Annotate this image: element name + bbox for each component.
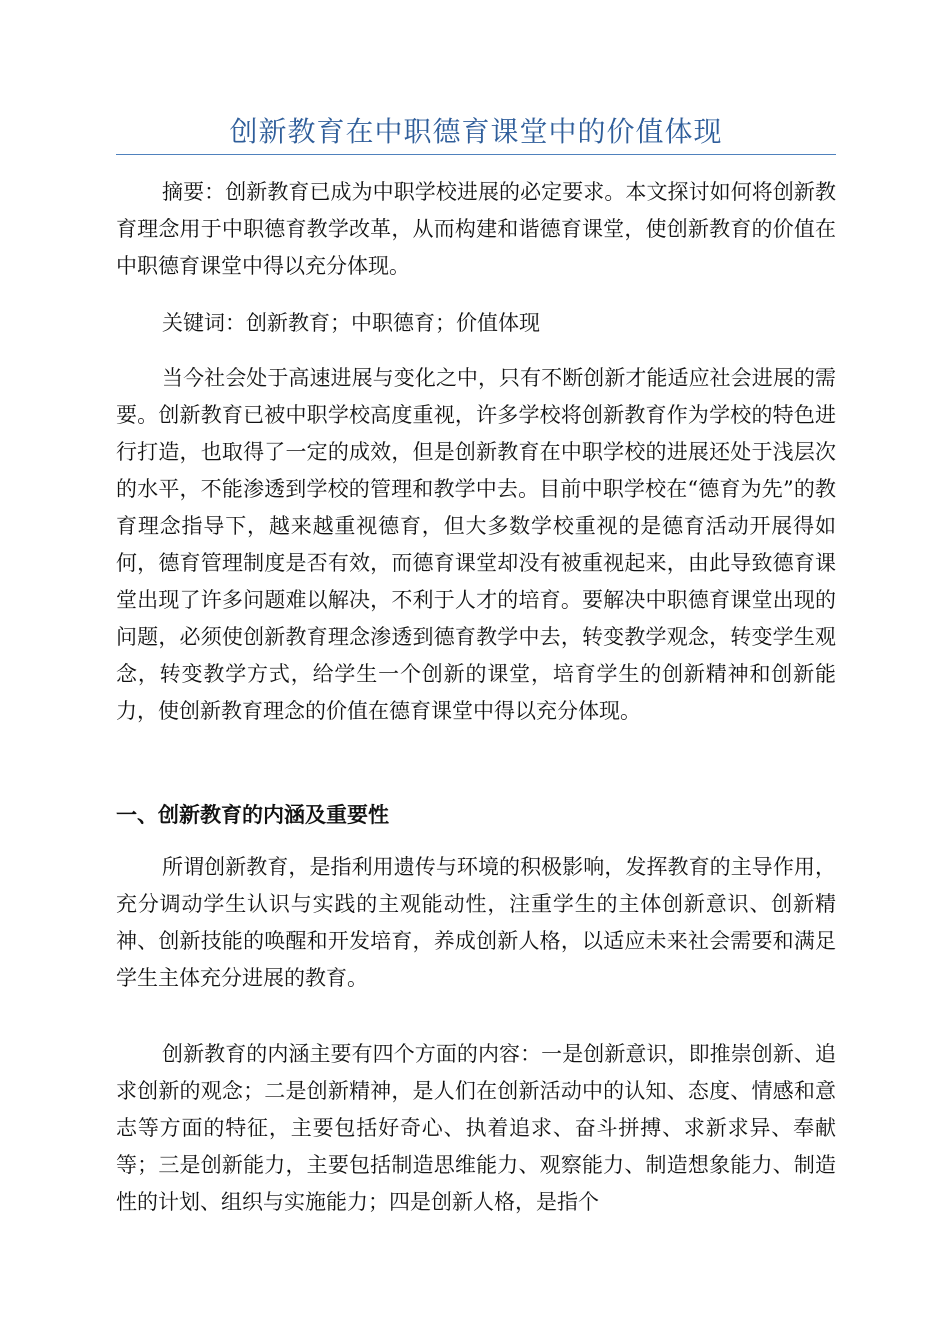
document-title: 创新教育在中职德育课堂中的价值体现: [229, 115, 723, 148]
section-heading: 一、创新教育的内涵及重要性: [116, 802, 389, 827]
intro-paragraph: 当今社会处于高速进展与变化之中，只有不断创新才能适应社会进展的需要。创新教育已被中职学校高度重视，许多学校将创新教育作为学校的特色进行打造，也取得了一定的成效，但是创新教育在中职学校的进展还处于浅层次的水平，不能渗透到学校的管理和教学中去。目前中职学校在“德育为先”的教育理念指导下，越来越重视德育，但大多数学校重视的是德育活动开展得如何，德育管理制度是否有效，而德育课堂却没有被重视起来，由此导致德育课堂出现了许多问题难以解决，不利于人才的培育。要解决中职德育课堂出现的问题，必须使创新教育理念渗透到德育教学中去，转变教学观念，转变学生观念，转变教学方式，给学生一个创新的课堂，培育学生的创新精神和创新能力，使创新教育理念的价值在德育课堂中得以充分体现。: [116, 366, 836, 723]
keywords-paragraph: 关键词：创新教育；中职德育；价值体现: [162, 311, 540, 335]
section-paragraph: 创新教育的内涵主要有四个方面的内容：一是创新意识，即推崇创新、追求创新的观念；二是创新精神，是人们在创新活动中的认知、态度、情感和意志等方面的特征，主要包括好奇心、执着追求、奋斗拼搏、求新求异、奉献等；三是创新能力，主要包括制造思维能力、观察能力、制造想象能力、制造性的计划、组织与实施能力；四是创新人格，是指个: [116, 1042, 836, 1214]
abstract-paragraph: 摘要：创新教育已成为中职学校进展的必定要求。本文探讨如何将创新教育理念用于中职德育教学改革，从而构建和谐德育课堂，使创新教育的价值在中职德育课堂中得以充分体现。: [116, 180, 836, 278]
title-underline: [116, 154, 836, 155]
section-paragraph: 所谓创新教育，是指利用遗传与环境的积极影响，发挥教育的主导作用，充分调动学生认识与实践的主观能动性，注重学生的主体创新意识、创新精神、创新技能的唤醒和开发培育，养成创新人格，以适应未来社会需要和满足学生主体充分进展的教育。: [116, 855, 836, 990]
